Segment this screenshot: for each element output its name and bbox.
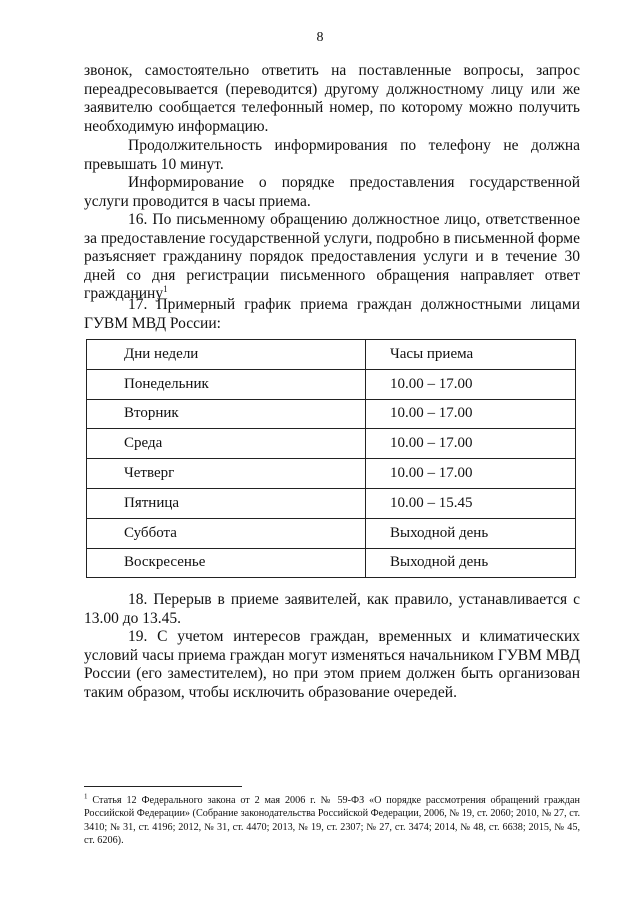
table-row [87,488,576,518]
weekday-cell: Понедельник [87,369,366,399]
footnote-reference: 1 [163,284,168,295]
paragraph-call-redirect: звонок, самостоятельно ответить на поставленные вопросы, запрос переадресовывается (переводится) другому должностному лицу или же заявителю сообщается телефонный номер, по которому можно получить необходимую информацию. [84,62,580,135]
paragraph-16-written-requests [84,211,580,304]
weekday-cell: Среда [87,429,366,459]
hours-cell: Выходной день [366,518,576,548]
hours-cell: 10.00 – 15.45 [366,488,576,518]
paragraph-17-schedule-intro: 17. Примерный график приема граждан должностными лицами ГУВМ МВД России: [84,296,580,332]
hours-cell: 10.00 – 17.00 [366,369,576,399]
paragraph-16-text: 16. По письменному обращению должностное лицо, ответственное за предоставление государственной услуги, подробно в письменной форме разъясняет гражданину порядок предоставления услуги и в течение 30 дней со дня регистрации письменного обращения направляет ответ гражданину [84,211,580,303]
table-row [87,399,576,429]
hours-cell: 10.00 – 17.00 [366,399,576,429]
page-number: 8 [316,30,324,45]
table-row [87,459,576,489]
table-row [87,548,576,578]
table-header-row [87,340,576,370]
footnote [84,794,580,848]
weekday-cell: Пятница [87,488,366,518]
table-row [87,518,576,548]
hours-cell: 10.00 – 17.00 [366,429,576,459]
footnote-separator [84,786,242,787]
header-hours: Часы приема [366,340,576,370]
footnote-text: Статья 12 Федерального закона от 2 мая 2006 г. № 59-ФЗ «О порядке рассмотрения обращений граждан Российской Федерации» (Собрание законодательства Российской Федерации, 2006, № 19, ст. 2060; 2010, № 27, ст. 3410; № 31, ст. 4196; 2012, № 31, ст. 4470; 2013, № 19, ст. 2307; № 27, ст. 3474; 2014, № 48, ст. 6638; 2015, № 45, ст. 6206). [84,795,580,847]
hours-cell: Выходной день [366,548,576,578]
header-weekday: Дни недели [87,340,366,370]
paragraph-18-break: 18. Перерыв в приеме заявителей, как правило, устанавливается с 13.00 до 13.45. [84,591,580,627]
reception-schedule-table [86,339,576,578]
table-row [87,429,576,459]
footnote-marker: 1 [84,792,88,801]
weekday-cell: Вторник [87,399,366,429]
paragraph-19-schedule-changes: 19. С учетом интересов граждан, временных и климатических условий часы приема граждан могут изменяться начальником ГУВМ МВД России (его заместителем), но при этом прием должен быть организован таким образом, чтобы исключить образование очередей. [84,628,580,701]
weekday-cell: Суббота [87,518,366,548]
weekday-cell: Четверг [87,459,366,489]
weekday-cell: Воскресенье [87,548,366,578]
paragraph-reception-hours-info: Информирование о порядке предоставления государственной услуги проводится в часы приема. [84,174,580,210]
hours-cell: 10.00 – 17.00 [366,459,576,489]
paragraph-phone-duration: Продолжительность информирования по телефону не должна превышать 10 минут. [84,137,580,173]
table-row [87,369,576,399]
